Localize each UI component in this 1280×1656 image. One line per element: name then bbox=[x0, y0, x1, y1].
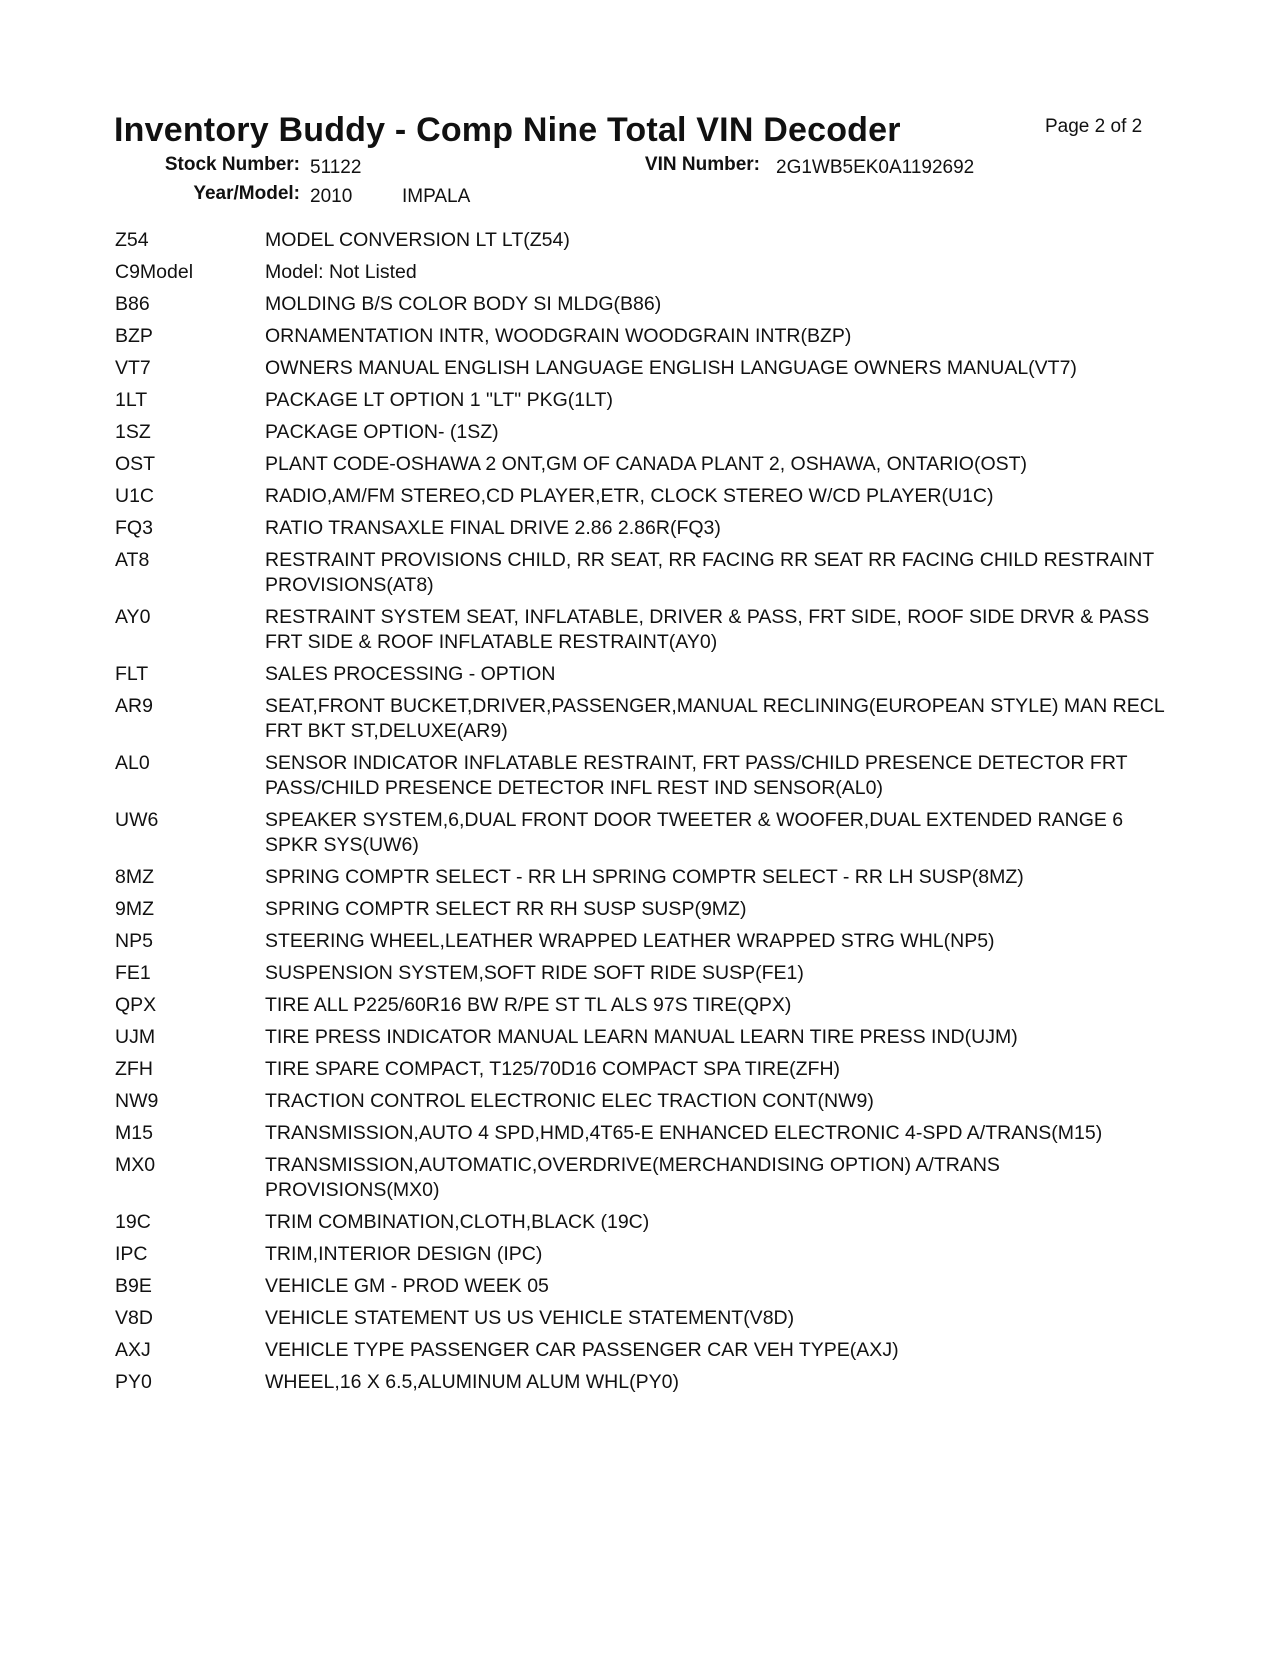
option-description: TRIM COMBINATION,CLOTH,BLACK (19C) bbox=[265, 1211, 650, 1233]
option-code: V8D bbox=[115, 1307, 153, 1329]
option-code: FLT bbox=[115, 663, 149, 685]
option-row bbox=[115, 1306, 1175, 1338]
option-row bbox=[115, 260, 1175, 292]
option-code: C9Model bbox=[115, 261, 194, 283]
option-row bbox=[115, 516, 1175, 548]
option-code: FQ3 bbox=[115, 517, 153, 539]
option-description: SPRING COMPTR SELECT RR RH SUSP SUSP(9MZ) bbox=[265, 898, 747, 920]
option-description: TRANSMISSION,AUTOMATIC,OVERDRIVE(MERCHANDISING OPTION) A/TRANS PROVISIONS(MX0) bbox=[265, 1154, 1000, 1201]
option-description: TIRE PRESS INDICATOR MANUAL LEARN MANUAL LEARN TIRE PRESS IND(UJM) bbox=[265, 1026, 1018, 1048]
option-description: RADIO,AM/FM STEREO,CD PLAYER,ETR, CLOCK STEREO W/CD PLAYER(U1C) bbox=[265, 485, 994, 507]
option-code: BZP bbox=[115, 325, 153, 347]
option-row bbox=[115, 1242, 1175, 1274]
option-description: TRACTION CONTROL ELECTRONIC ELEC TRACTION CONT(NW9) bbox=[265, 1090, 874, 1112]
option-code: 19C bbox=[115, 1211, 151, 1233]
option-row bbox=[115, 1370, 1175, 1402]
option-description: RATIO TRANSAXLE FINAL DRIVE 2.86 2.86R(FQ3) bbox=[265, 517, 721, 539]
year-value: 2010 bbox=[310, 186, 353, 207]
option-code: QPX bbox=[115, 994, 157, 1016]
option-row bbox=[115, 1153, 1175, 1210]
option-row bbox=[115, 292, 1175, 324]
option-code-list bbox=[115, 228, 1175, 1402]
option-description: MOLDING B/S COLOR BODY SI MLDG(B86) bbox=[265, 293, 662, 315]
option-row bbox=[115, 420, 1175, 452]
option-description: STEERING WHEEL,LEATHER WRAPPED LEATHER WRAPPED STRG WHL(NP5) bbox=[265, 930, 995, 952]
option-code: UJM bbox=[115, 1026, 156, 1048]
option-row bbox=[115, 1057, 1175, 1089]
option-description: TRIM,INTERIOR DESIGN (IPC) bbox=[265, 1243, 543, 1265]
option-description: VEHICLE TYPE PASSENGER CAR PASSENGER CAR VEH TYPE(AXJ) bbox=[265, 1339, 899, 1361]
option-code: IPC bbox=[115, 1243, 148, 1265]
option-code: M15 bbox=[115, 1122, 153, 1144]
option-code: B9E bbox=[115, 1275, 152, 1297]
option-description: TIRE SPARE COMPACT, T125/70D16 COMPACT SPA TIRE(ZFH) bbox=[265, 1058, 841, 1080]
option-code: U1C bbox=[115, 485, 155, 507]
option-code: 1LT bbox=[115, 389, 148, 411]
option-row bbox=[115, 1274, 1175, 1306]
option-code: AXJ bbox=[115, 1339, 151, 1361]
option-code: 9MZ bbox=[115, 898, 154, 920]
option-description: TRANSMISSION,AUTO 4 SPD,HMD,4T65-E ENHANCED ELECTRONIC 4-SPD A/TRANS(M15) bbox=[265, 1122, 1103, 1144]
option-code: AT8 bbox=[115, 549, 150, 571]
option-row bbox=[115, 929, 1175, 961]
option-row bbox=[115, 605, 1175, 662]
option-code: AR9 bbox=[115, 695, 153, 717]
option-code: ZFH bbox=[115, 1058, 153, 1080]
option-code: AY0 bbox=[115, 606, 151, 628]
option-code: Z54 bbox=[115, 229, 149, 251]
stock-number-label: Stock Number: bbox=[164, 154, 300, 175]
option-row bbox=[115, 228, 1175, 260]
option-row bbox=[115, 694, 1175, 751]
option-code: 1SZ bbox=[115, 421, 151, 443]
option-code: NP5 bbox=[115, 930, 153, 952]
option-description: RESTRAINT PROVISIONS CHILD, RR SEAT, RR FACING RR SEAT RR FACING CHILD RESTRAINT PROVISIONS(AT8) bbox=[265, 549, 1154, 596]
page-number: Page 2 of 2 bbox=[1045, 116, 1143, 137]
option-row bbox=[115, 751, 1175, 808]
option-row bbox=[115, 865, 1175, 897]
option-description: PACKAGE OPTION- (1SZ) bbox=[265, 421, 499, 443]
option-description: VEHICLE STATEMENT US US VEHICLE STATEMENT(V8D) bbox=[265, 1307, 795, 1329]
option-row bbox=[115, 388, 1175, 420]
option-description: SENSOR INDICATOR INFLATABLE RESTRAINT, FRT PASS/CHILD PRESENCE DETECTOR FRT PASS/CHILD PRESENCE DETECTOR INFL REST IND SENSOR(AL0) bbox=[265, 752, 1128, 799]
option-row bbox=[115, 484, 1175, 516]
year-model-label: Year/Model: bbox=[193, 183, 300, 204]
option-description: PACKAGE LT OPTION 1 "LT" PKG(1LT) bbox=[265, 389, 613, 411]
option-description: RESTRAINT SYSTEM SEAT, INFLATABLE, DRIVER & PASS, FRT SIDE, ROOF SIDE DRVR & PASS FRT SIDE & ROOF INFLATABLE RESTRAINT(AY0) bbox=[265, 606, 1150, 653]
model-value: IMPALA bbox=[402, 186, 471, 207]
option-description: SEAT,FRONT BUCKET,DRIVER,PASSENGER,MANUAL RECLINING(EUROPEAN STYLE) MAN RECL FRT BKT ST,DELUXE(AR9) bbox=[265, 695, 1164, 742]
option-description: ORNAMENTATION INTR, WOODGRAIN WOODGRAIN INTR(BZP) bbox=[265, 325, 852, 347]
option-code: VT7 bbox=[115, 357, 151, 379]
option-description: WHEEL,16 X 6.5,ALUMINUM ALUM WHL(PY0) bbox=[265, 1371, 679, 1393]
option-description: VEHICLE GM - PROD WEEK 05 bbox=[265, 1275, 549, 1297]
option-code: OST bbox=[115, 453, 156, 475]
option-description: SPEAKER SYSTEM,6,DUAL FRONT DOOR TWEETER & WOOFER,DUAL EXTENDED RANGE 6 SPKR SYS(UW6) bbox=[265, 809, 1124, 856]
option-row bbox=[115, 1025, 1175, 1057]
option-code: 8MZ bbox=[115, 866, 154, 888]
option-row bbox=[115, 808, 1175, 865]
option-row bbox=[115, 897, 1175, 929]
vin-number-label: VIN Number: bbox=[644, 154, 760, 175]
option-description: SPRING COMPTR SELECT - RR LH SPRING COMPTR SELECT - RR LH SUSP(8MZ) bbox=[265, 866, 1024, 888]
option-description: SUSPENSION SYSTEM,SOFT RIDE SOFT RIDE SUSP(FE1) bbox=[265, 962, 804, 984]
option-row bbox=[115, 324, 1175, 356]
option-row bbox=[115, 1210, 1175, 1242]
option-row bbox=[115, 356, 1175, 388]
option-description: PLANT CODE-OSHAWA 2 ONT,GM OF CANADA PLANT 2, OSHAWA, ONTARIO(OST) bbox=[265, 453, 1028, 475]
option-description: OWNERS MANUAL ENGLISH LANGUAGE ENGLISH LANGUAGE OWNERS MANUAL(VT7) bbox=[265, 357, 1077, 379]
option-row bbox=[115, 662, 1175, 694]
option-code: PY0 bbox=[115, 1371, 152, 1393]
option-row bbox=[115, 548, 1175, 605]
option-row bbox=[115, 1121, 1175, 1153]
option-row bbox=[115, 993, 1175, 1025]
option-description: Model: Not Listed bbox=[265, 261, 417, 283]
option-code: AL0 bbox=[115, 752, 150, 774]
option-description: TIRE ALL P225/60R16 BW R/PE ST TL ALS 97S TIRE(QPX) bbox=[265, 994, 792, 1016]
option-code: UW6 bbox=[115, 809, 159, 831]
option-row bbox=[115, 1089, 1175, 1121]
option-description: MODEL CONVERSION LT LT(Z54) bbox=[265, 229, 570, 251]
option-row bbox=[115, 452, 1175, 484]
option-description: SALES PROCESSING - OPTION bbox=[265, 663, 556, 685]
option-code: B86 bbox=[115, 293, 150, 315]
option-code: MX0 bbox=[115, 1154, 156, 1176]
option-row bbox=[115, 1338, 1175, 1370]
option-code: FE1 bbox=[115, 962, 151, 984]
stock-number-value: 51122 bbox=[310, 157, 362, 178]
option-code: NW9 bbox=[115, 1090, 159, 1112]
vin-number-value: 2G1WB5EK0A1192692 bbox=[776, 157, 975, 178]
document-title: Inventory Buddy - Comp Nine Total VIN Decoder bbox=[114, 111, 901, 149]
option-row bbox=[115, 961, 1175, 993]
